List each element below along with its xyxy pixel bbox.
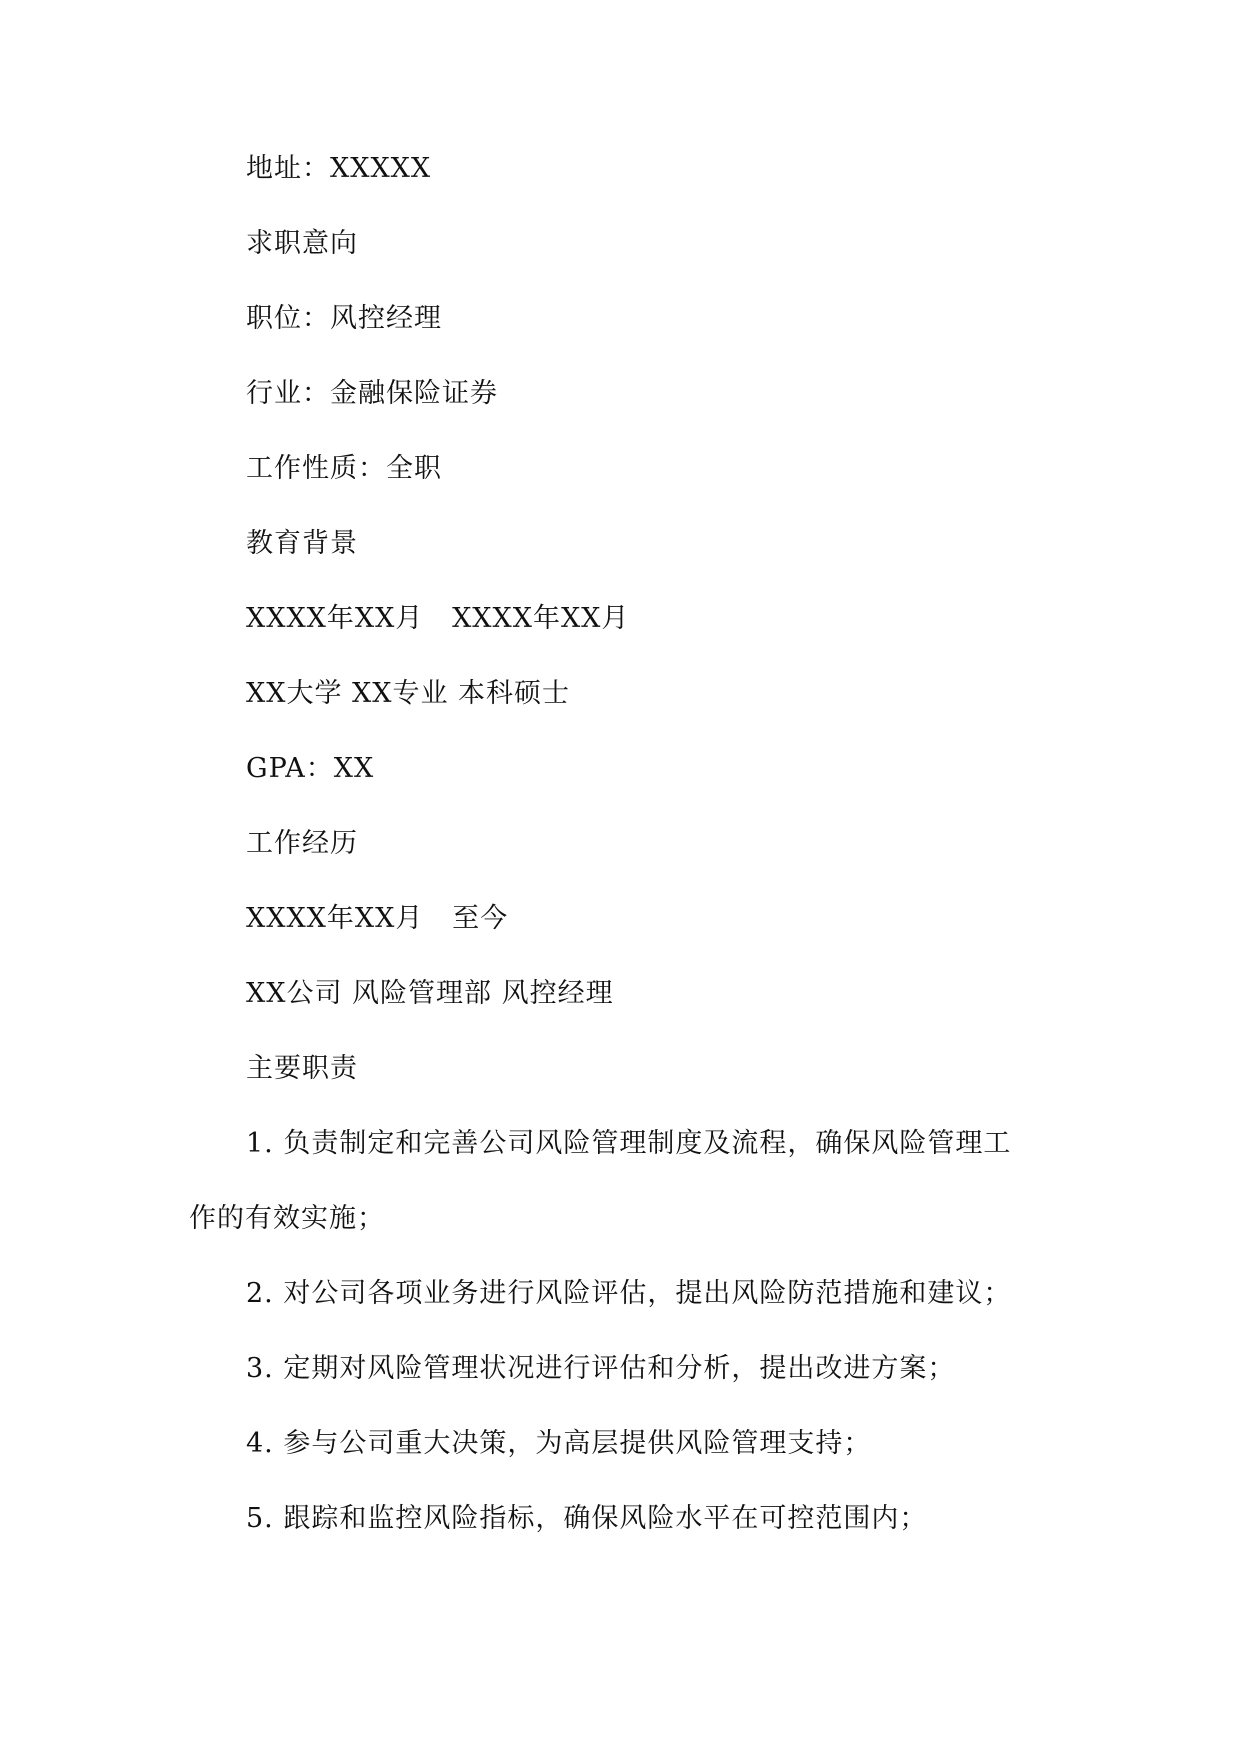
- job-type-line: 工作性质：全职: [246, 453, 442, 484]
- section-heading-job-intention: 求职意向: [246, 228, 358, 259]
- section-heading-work-experience: 工作经历: [246, 828, 358, 859]
- section-heading-education: 教育背景: [246, 528, 358, 559]
- duty-item-4: 4. 参与公司重大决策，为高层提供风险管理支持；: [246, 1428, 872, 1459]
- education-dates: XXXX年XX月 XXXX年XX月: [246, 603, 630, 634]
- duty-item-1: 1. 负责制定和完善公司风险管理制度及流程，确保风险管理工: [246, 1128, 1012, 1159]
- work-company: XX公司 风险管理部 风控经理: [246, 978, 614, 1009]
- education-gpa: GPA：XX: [246, 753, 375, 784]
- duty-item-3: 3. 定期对风险管理状况进行评估和分析，提出改进方案；: [246, 1353, 956, 1384]
- duty-item-2: 2. 对公司各项业务进行风险评估，提出风险防范措施和建议；: [246, 1278, 1012, 1309]
- position-line: 职位：风控经理: [246, 303, 442, 334]
- industry-line: 行业：金融保险证券: [246, 378, 498, 409]
- work-dates: XXXX年XX月 至今: [246, 903, 509, 934]
- duty-item-1-continuation: 作的有效实施；: [189, 1203, 385, 1234]
- education-school: XX大学 XX专业 本科硕士: [246, 678, 571, 709]
- section-heading-duties: 主要职责: [246, 1053, 358, 1084]
- address-line: 地址：XXXXX: [246, 153, 432, 184]
- duty-item-5: 5. 跟踪和监控风险指标，确保风险水平在可控范围内；: [246, 1503, 928, 1534]
